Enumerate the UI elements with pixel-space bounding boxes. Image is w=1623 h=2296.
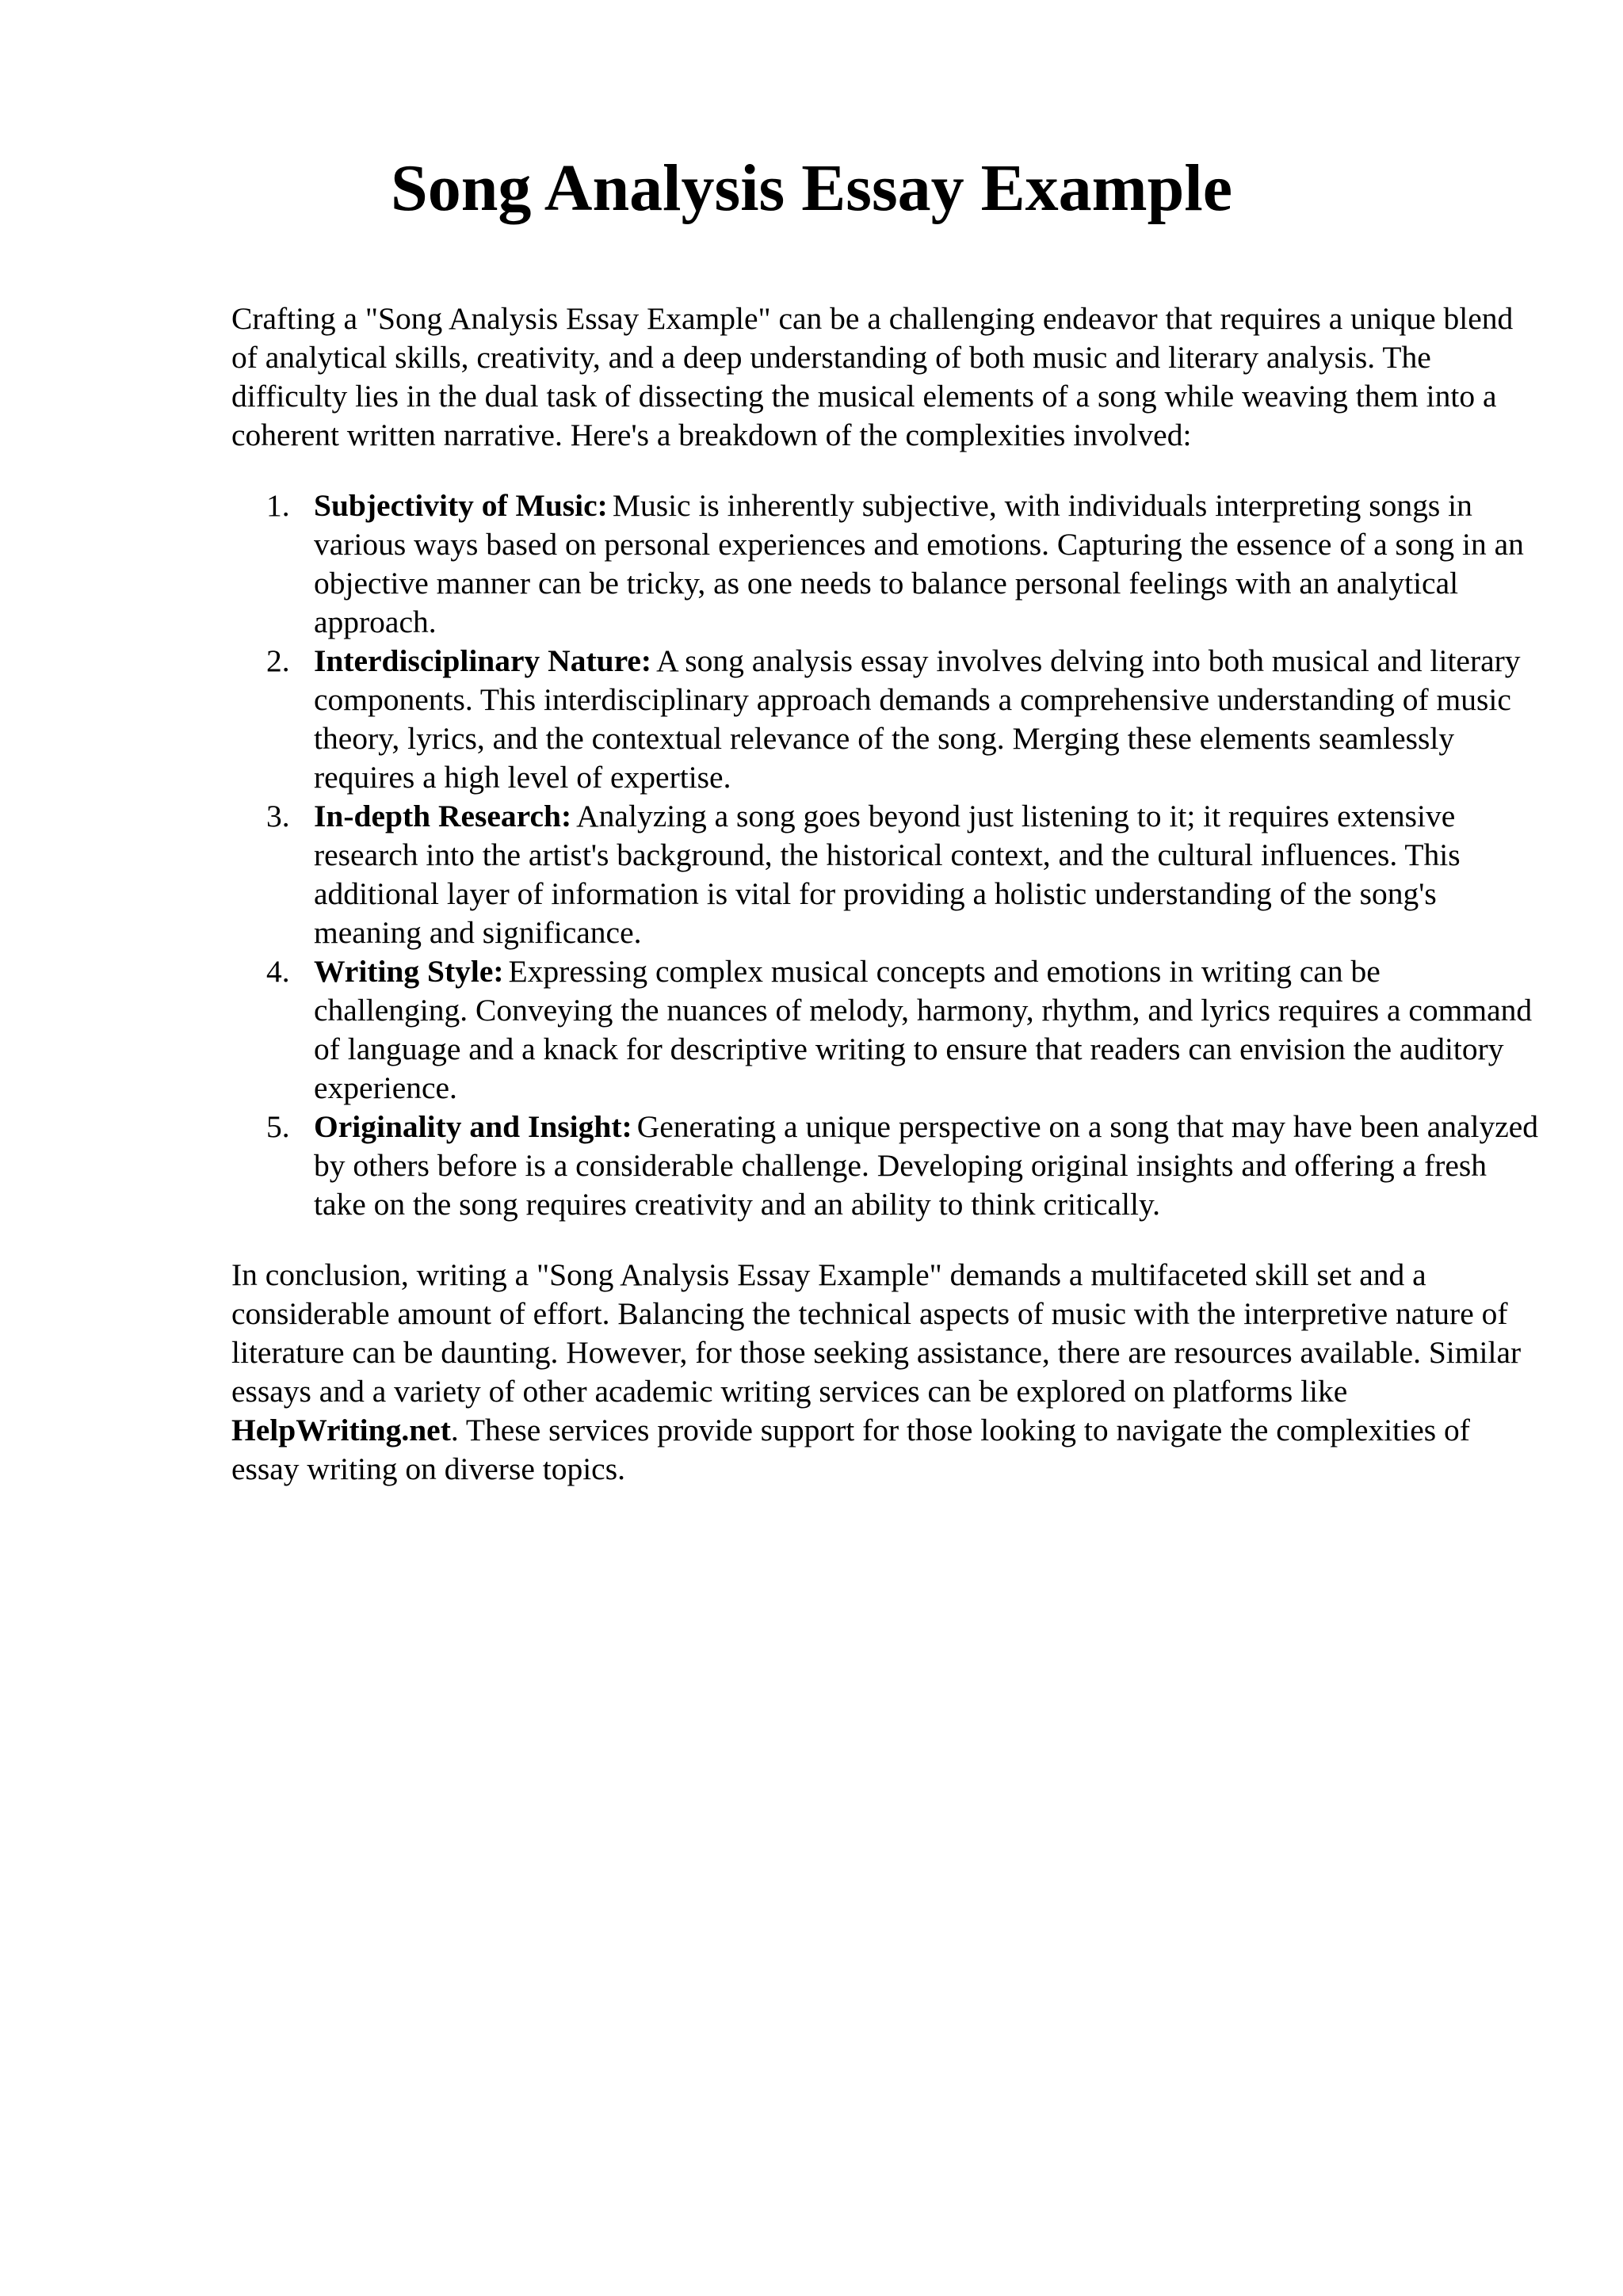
list-item-label: Subjectivity of Music: (314, 488, 608, 523)
document-body (231, 299, 1539, 1489)
list-item-label: Interdisciplinary Nature: (314, 643, 652, 678)
list-item (231, 642, 1539, 797)
helpwriting-link[interactable]: HelpWriting.net (231, 1413, 451, 1447)
list-item-label: Originality and Insight: (314, 1109, 632, 1144)
list-item-number: 5. (266, 1109, 290, 1144)
list-item-number: 3. (266, 799, 290, 833)
list-item (231, 952, 1539, 1108)
list-item-number: 1. (266, 488, 290, 523)
list-item-text: A song analysis essay involves delving into both musical and literary components. This interdisciplinary approach demands a comprehensive understanding of music theory, lyrics, and the contextual relevance of the song. Merging these elements seamlessly requires a high level of expertise. (314, 643, 1521, 795)
list-item (231, 1108, 1539, 1224)
conclusion-text: In conclusion, writing a "Song Analysis Essay Example" demands a multifaceted skill set and a considerable amount of effort. Balancing the technical aspects of music with the interpretive nature of literature can be daunting. However, for those seeking assistance, there are resources available. Similar essays and a variety of other academic writing services can be explored on platforms like (231, 1257, 1522, 1409)
conclusion-paragraph (231, 1256, 1539, 1489)
list-item-number: 2. (266, 643, 290, 678)
list-item-label: In-depth Research: (314, 799, 572, 833)
list-item-number: 4. (266, 954, 290, 989)
complexities-list (231, 486, 1539, 1224)
page-title: Song Analysis Essay Example (391, 151, 1232, 225)
list-item (231, 797, 1539, 952)
intro-paragraph: Crafting a "Song Analysis Essay Example" can be a challenging endeavor that requires a unique blend of analytical skills, creativity, and a deep understanding of both music and literary analysis. The difficulty lies in the dual task of dissecting the musical elements of a song while weaving them into a coherent written narrative. Here's a breakdown of the complexities involved: (231, 301, 1514, 452)
list-item (231, 486, 1539, 642)
list-item-text: Analyzing a song goes beyond just listening to it; it requires extensive research into the artist's background, the historical context, and the cultural influences. This additional layer of information is vital for providing a holistic understanding of the song's meaning and significance. (314, 799, 1461, 950)
list-item-text: Music is inherently subjective, with individuals interpreting songs in various ways based on personal experiences and emotions. Capturing the essence of a song in an objective manner can be tricky, as one needs to balance personal feelings with an analytical approach. (314, 488, 1524, 639)
list-item-label: Writing Style: (314, 954, 504, 989)
conclusion-text-end: . These services provide support for those looking to navigate the complexities of essay writing on diverse topics. (231, 1413, 1470, 1486)
list-item-text: Generating a unique perspective on a song that may have been analyzed by others before is a considerable challenge. Developing original insights and offering a fresh take on the song requires creativity and an ability to think critically. (314, 1109, 1539, 1222)
list-item-text: Expressing complex musical concepts and emotions in writing can be challenging. Conveying the nuances of melody, harmony, rhythm, and lyrics requires a command of language and a knack for descriptive writing to ensure that readers can envision the auditory experience. (314, 954, 1533, 1105)
